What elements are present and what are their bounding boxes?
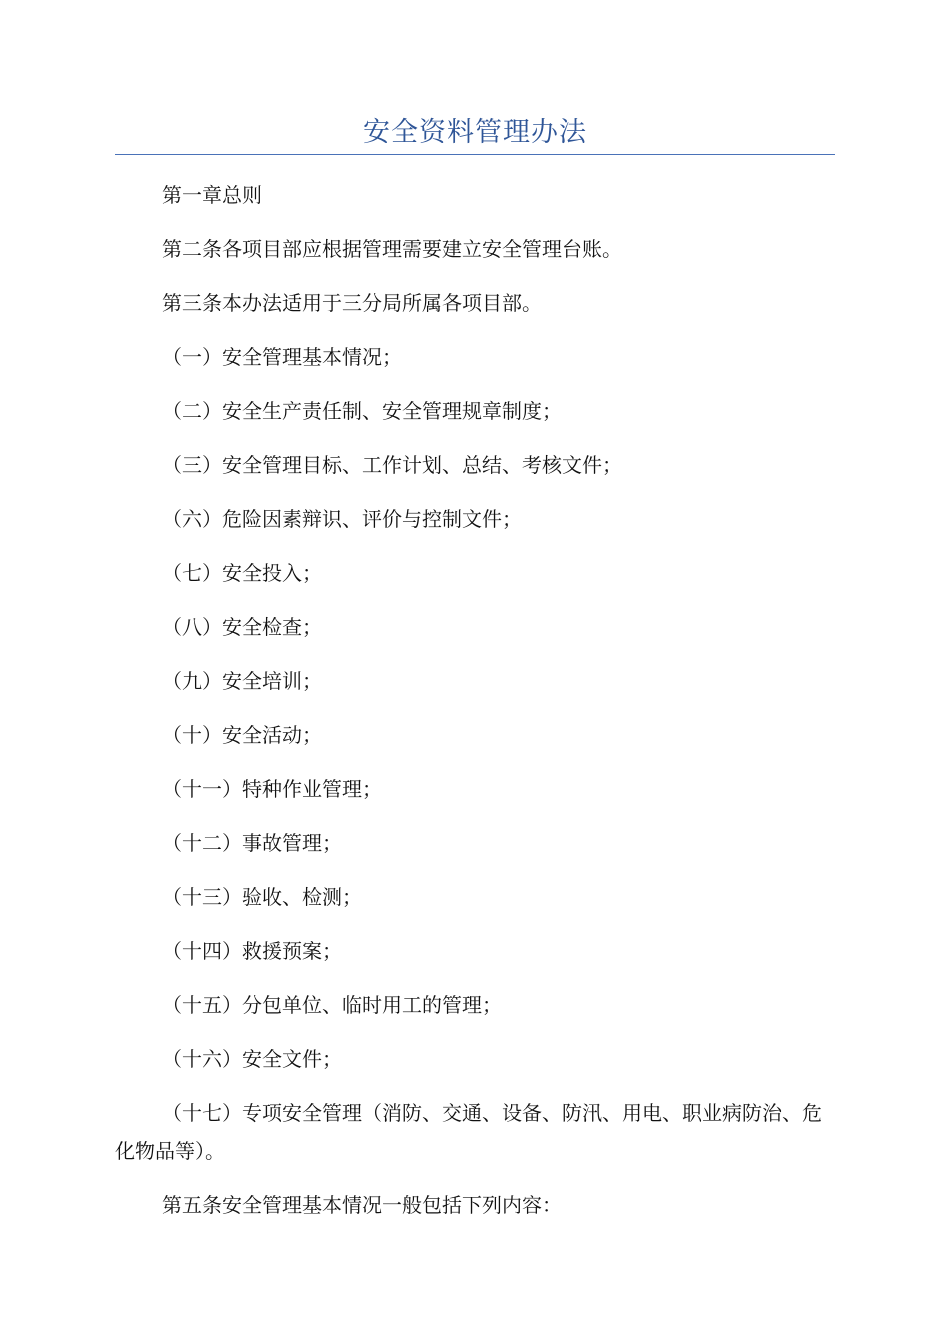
list-item: （七）安全投入； xyxy=(162,561,322,585)
list-item: （十三）验收、检测； xyxy=(162,885,362,909)
paragraph: 第三条本办法适用于三分局所属各项目部。 xyxy=(162,291,542,315)
chapter-heading: 第一章总则 xyxy=(162,183,262,207)
list-item: （十）安全活动； xyxy=(162,723,322,747)
list-item: （二）安全生产责任制、安全管理规章制度； xyxy=(162,399,562,423)
list-item: （十五）分包单位、临时用工的管理； xyxy=(162,993,502,1017)
list-item: （九）安全培训； xyxy=(162,669,322,693)
list-item: （十七）专项安全管理（消防、交通、设备、防汛、用电、职业病防治、危化物品等）。 xyxy=(115,1101,822,1163)
document-title: 安全资料管理办法 xyxy=(363,117,587,148)
list-item: （八）安全检查； xyxy=(162,615,322,639)
list-item: （三）安全管理目标、工作计划、总结、考核文件； xyxy=(162,453,622,477)
list-item: （十二）事故管理； xyxy=(162,831,342,855)
list-item: （十四）救援预案； xyxy=(162,939,342,963)
paragraph: 第二条各项目部应根据管理需要建立安全管理台账。 xyxy=(162,237,622,261)
list-item: （十一）特种作业管理； xyxy=(162,777,382,801)
title-underline xyxy=(115,154,835,155)
list-item: （一）安全管理基本情况； xyxy=(162,345,402,369)
list-item: （十六）安全文件； xyxy=(162,1047,342,1071)
list-item: （六）危险因素辩识、评价与控制文件； xyxy=(162,507,522,531)
paragraph: 第五条安全管理基本情况一般包括下列内容： xyxy=(162,1193,562,1217)
